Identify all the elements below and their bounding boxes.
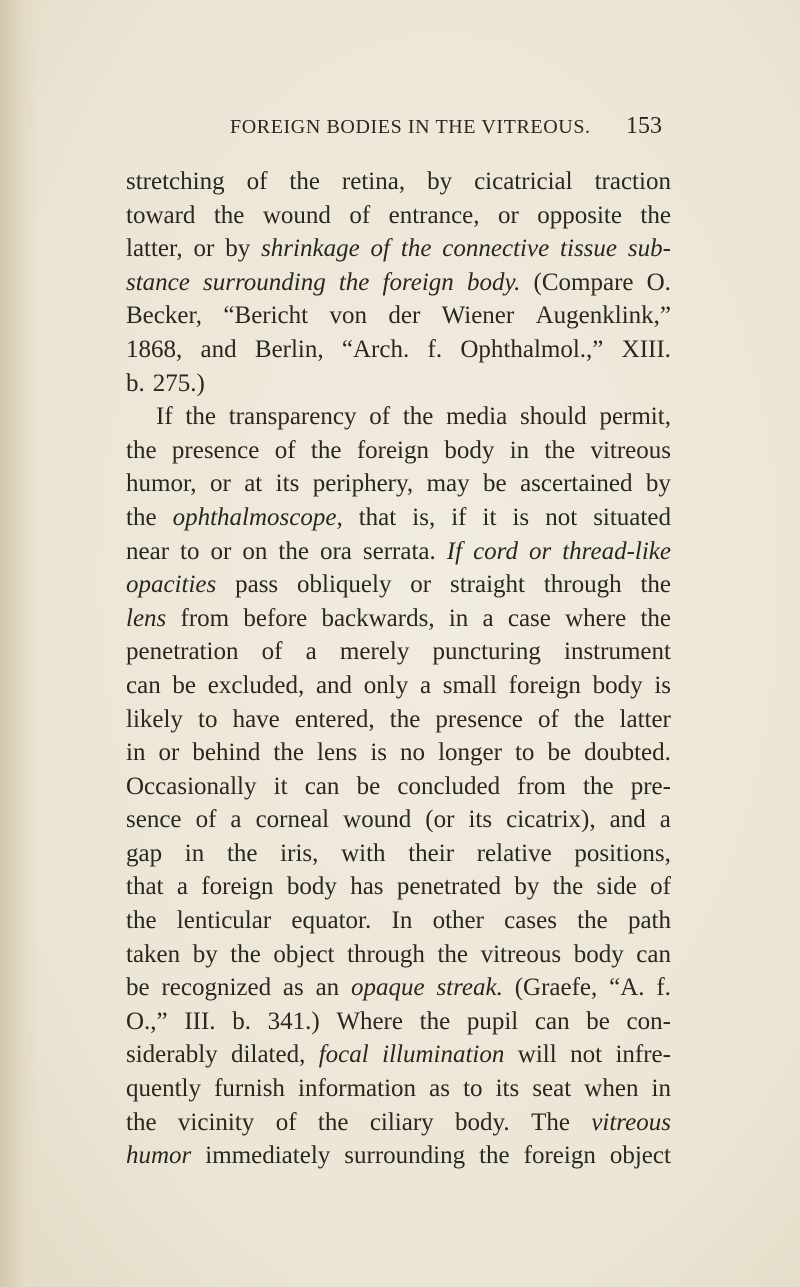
word: of	[261, 638, 283, 666]
word: entered,	[294, 705, 375, 733]
word: a	[419, 671, 432, 699]
word: O.	[646, 268, 671, 296]
page-number: 153	[626, 113, 662, 139]
word: as	[282, 974, 304, 1002]
word: an	[315, 974, 340, 1002]
word: the	[402, 403, 434, 431]
word: surrounding	[344, 1142, 466, 1170]
word: cicatricial	[474, 168, 573, 195]
word: 1868,	[126, 335, 183, 363]
word: presence	[435, 705, 523, 733]
word: not	[545, 503, 578, 531]
word: the	[544, 436, 576, 464]
word: presence	[171, 436, 260, 464]
word: the	[577, 907, 608, 935]
word: it	[482, 503, 497, 531]
word: latter	[619, 705, 671, 733]
word: doubted.	[584, 739, 671, 767]
word: “A.	[609, 974, 645, 1002]
word: entrance,	[388, 201, 480, 229]
word: “Arch.	[341, 335, 410, 363]
word: no	[400, 739, 426, 767]
word: of	[349, 201, 371, 229]
word: or	[410, 571, 432, 599]
word: that	[126, 873, 164, 901]
word: (Compare	[533, 268, 634, 296]
word: Berlin,	[254, 335, 324, 363]
word: permit,	[599, 403, 671, 431]
word: If	[156, 403, 173, 431]
word: the	[583, 772, 614, 800]
word: the	[640, 604, 671, 632]
word: be	[483, 470, 507, 498]
italic-word: stance	[126, 268, 190, 296]
word: by	[645, 470, 671, 498]
italic-word: tissue	[560, 235, 617, 263]
word: pre-	[630, 772, 671, 800]
word: a	[230, 806, 242, 834]
text-line	[126, 467, 671, 501]
word: vicinity	[177, 1108, 255, 1136]
word: be	[126, 974, 150, 1002]
word: taken	[126, 940, 181, 968]
italic-word: lens	[126, 604, 167, 632]
word: furnish	[214, 1075, 285, 1103]
word: lens	[317, 739, 358, 767]
word: Ophthalmol.,”	[460, 335, 604, 363]
word: wound	[262, 201, 331, 229]
italic-word: the	[400, 235, 432, 263]
word: dilated,	[231, 1041, 306, 1069]
word: or	[497, 201, 519, 229]
text-line	[126, 703, 671, 737]
word: the	[573, 705, 605, 733]
word: its	[468, 806, 493, 834]
italic-word: shrinkage	[261, 235, 360, 263]
text-line	[126, 400, 671, 434]
word: 341.)	[267, 1007, 320, 1035]
word: of	[537, 705, 559, 733]
word: 275.)	[152, 369, 205, 397]
word: relative	[476, 839, 552, 867]
word: XIII.	[621, 335, 671, 363]
word: can	[126, 671, 161, 699]
word: as	[429, 1075, 450, 1103]
word: to	[514, 739, 535, 767]
word: foreign	[523, 1142, 596, 1170]
word: penetration	[126, 638, 239, 666]
italic-word: opaque	[351, 974, 425, 1002]
word: of	[246, 168, 268, 195]
word: may	[426, 470, 470, 498]
word: the	[213, 201, 245, 229]
text-line	[126, 165, 671, 199]
word: of	[275, 1108, 297, 1136]
word: infre-	[615, 1041, 671, 1069]
word: (or	[425, 806, 455, 834]
word: in	[184, 839, 205, 867]
word: and	[200, 335, 237, 363]
word: b.	[232, 1007, 251, 1035]
word: media	[446, 403, 508, 431]
text-line	[126, 837, 671, 871]
word: object	[609, 1142, 671, 1170]
word: iris,	[280, 839, 319, 867]
word: the	[126, 436, 157, 464]
italic-word: or	[528, 537, 552, 565]
word: is,	[412, 503, 436, 531]
text-line	[126, 1139, 671, 1173]
word: the	[226, 839, 258, 867]
word: body.	[455, 1108, 510, 1136]
word: the	[278, 537, 309, 565]
word: by	[225, 235, 251, 263]
word: backwards,	[321, 604, 435, 632]
word: and	[609, 806, 646, 834]
word: cicatrix),	[506, 806, 596, 834]
word: opposite	[537, 201, 622, 229]
word: side	[596, 873, 637, 901]
word: in	[509, 436, 530, 464]
word: der	[388, 302, 421, 330]
word: by	[427, 168, 453, 195]
word: the	[126, 907, 157, 935]
word: recognized	[161, 974, 272, 1002]
word: lenticular	[176, 907, 272, 935]
word: be	[547, 739, 572, 767]
italic-word: cord	[473, 537, 518, 565]
word: cases	[504, 907, 557, 935]
word: through	[347, 940, 425, 968]
word: body	[573, 940, 624, 968]
word: small	[442, 671, 497, 699]
word: information	[298, 1075, 417, 1103]
italic-word: of	[370, 235, 390, 263]
text-line	[126, 870, 671, 904]
text-line	[126, 971, 671, 1005]
word: the	[317, 1108, 349, 1136]
word: other	[432, 907, 484, 935]
word: their	[408, 839, 455, 867]
italic-word: vitreous	[591, 1108, 671, 1136]
word: or	[210, 537, 232, 565]
text-line	[126, 367, 671, 401]
text-line	[126, 568, 671, 602]
word: or	[158, 739, 180, 767]
text-line	[126, 1072, 671, 1106]
word: von	[329, 302, 367, 330]
word: ora	[319, 537, 352, 565]
word: or	[209, 470, 231, 498]
word: the	[437, 940, 468, 968]
word: stretching	[126, 168, 225, 195]
running-title: FOREIGN BODIES IN THE VITREOUS.	[230, 116, 591, 138]
running-header	[230, 113, 662, 140]
word: (Graefe,	[514, 974, 598, 1002]
word: immediately	[205, 1142, 331, 1170]
italic-word: ophthalmoscope,	[172, 503, 343, 531]
word: of	[274, 436, 296, 464]
word: positions,	[574, 839, 671, 867]
word: toward	[126, 201, 196, 229]
word: of	[650, 873, 671, 901]
word: be	[586, 1007, 610, 1035]
word: the	[126, 1108, 157, 1136]
word: with	[341, 839, 386, 867]
word: “Bericht	[223, 302, 309, 330]
italic-word: surrounding	[203, 268, 326, 296]
word: a	[176, 873, 188, 901]
word: it	[273, 772, 288, 800]
word: the	[273, 739, 304, 767]
word: at	[244, 470, 263, 498]
word: body	[286, 873, 337, 901]
word: not	[570, 1041, 603, 1069]
text-line	[126, 602, 671, 636]
word: ascertained	[520, 470, 633, 498]
word: transparency	[228, 403, 357, 431]
body-text	[126, 165, 671, 1173]
word: Occasionally	[126, 772, 257, 800]
word: straight	[449, 571, 525, 599]
word: is	[512, 503, 530, 531]
word: has	[350, 873, 384, 901]
text-line	[126, 803, 671, 837]
word: is	[370, 739, 387, 767]
word: the	[640, 201, 671, 229]
word: in	[651, 1075, 671, 1103]
italic-word: illumination	[382, 1041, 505, 1069]
text-line	[126, 938, 671, 972]
word: Becker,	[126, 302, 203, 330]
word: that	[358, 503, 397, 531]
word: where	[565, 604, 627, 632]
word: can	[534, 1007, 570, 1035]
word: in	[126, 739, 146, 767]
word: if	[451, 503, 467, 531]
word: sence	[126, 806, 182, 834]
word: a	[659, 806, 671, 834]
word: through	[543, 571, 622, 599]
word: will	[517, 1041, 557, 1069]
word: puncturing	[432, 638, 541, 666]
word: can	[304, 772, 340, 800]
word: situated	[593, 503, 671, 531]
word: from	[180, 604, 230, 632]
text-line	[126, 333, 671, 367]
word: wound	[343, 806, 412, 834]
word: merely	[339, 638, 410, 666]
word: body	[444, 436, 495, 464]
italic-word: thread-like	[562, 537, 671, 565]
word: the	[479, 1142, 510, 1170]
word: ciliary	[369, 1108, 434, 1136]
word: the	[126, 503, 157, 531]
word: concluded	[397, 772, 501, 800]
italic-word: streak.	[436, 974, 503, 1002]
word: f.	[427, 335, 443, 363]
word: Augenklink,”	[535, 302, 671, 330]
italic-word: the	[338, 268, 370, 296]
word: III.	[184, 1007, 216, 1035]
word: behind	[192, 739, 261, 767]
word: a	[482, 604, 494, 632]
text-line	[126, 299, 671, 333]
word: instrument	[564, 638, 671, 666]
text-line	[126, 904, 671, 938]
word: f.	[656, 974, 671, 1002]
word: when	[584, 1075, 639, 1103]
word: case	[507, 604, 551, 632]
word: and	[315, 671, 353, 699]
word: penetrated	[396, 873, 501, 901]
word: of	[195, 806, 217, 834]
word: foreign	[508, 671, 581, 699]
word: obliquely	[297, 571, 392, 599]
text-line	[126, 232, 671, 266]
word: vitreous	[590, 436, 671, 464]
word: Where	[336, 1007, 403, 1035]
word: excluded,	[207, 671, 305, 699]
word: the	[389, 705, 421, 733]
word: likely	[126, 705, 183, 733]
word: con-	[626, 1007, 671, 1035]
word: by	[192, 940, 218, 968]
word: foreign	[356, 436, 430, 464]
word: the	[310, 436, 342, 464]
text-line	[126, 1106, 671, 1140]
word: be	[172, 671, 197, 699]
italic-word: opacities	[126, 571, 217, 599]
word: the	[230, 940, 261, 968]
word: In	[391, 907, 413, 935]
word: of	[369, 403, 391, 431]
word: the	[419, 1007, 451, 1035]
word: quently	[126, 1075, 201, 1103]
italic-word: body.	[466, 268, 521, 296]
word: be	[356, 772, 381, 800]
word: from	[517, 772, 566, 800]
word: object	[273, 940, 335, 968]
word: only	[363, 671, 409, 699]
word: on	[242, 537, 268, 565]
word: vitreous	[480, 940, 562, 968]
word: the	[640, 571, 671, 599]
word: is	[654, 671, 671, 699]
word: pass	[235, 571, 279, 599]
italic-word: humor	[126, 1142, 192, 1170]
text-line	[126, 266, 671, 300]
word: in	[448, 604, 469, 632]
word: periphery,	[312, 470, 414, 498]
text-line	[126, 1005, 671, 1039]
word: retina,	[341, 168, 406, 195]
italic-word: connective	[442, 235, 550, 263]
word: to	[180, 537, 200, 565]
word: b.	[126, 369, 145, 397]
text-line	[126, 770, 671, 804]
word: path	[627, 907, 671, 935]
text-line	[126, 501, 671, 535]
text-line	[126, 669, 671, 703]
text-line	[126, 736, 671, 770]
italic-word: focal	[318, 1041, 369, 1069]
text-line	[126, 635, 671, 669]
word: Wiener	[441, 302, 515, 330]
word: to	[463, 1075, 483, 1103]
word: its	[275, 470, 300, 498]
word: pupil	[466, 1007, 519, 1035]
word: siderably	[126, 1041, 218, 1069]
italic-word: foreign	[382, 268, 454, 296]
word: the	[552, 873, 584, 901]
word: the	[289, 168, 320, 195]
word: its	[495, 1075, 520, 1103]
word: before	[243, 604, 308, 632]
word: gap	[126, 839, 163, 867]
text-line	[126, 199, 671, 233]
text-line	[126, 1038, 671, 1072]
word: or	[193, 235, 215, 263]
word: should	[519, 403, 587, 431]
word: seat	[532, 1075, 572, 1103]
word: longer	[438, 739, 502, 767]
italic-word: If	[446, 537, 463, 565]
word: foreign	[201, 873, 274, 901]
word: corneal	[255, 806, 330, 834]
word: The	[531, 1108, 570, 1136]
word: O.,”	[126, 1007, 168, 1035]
word: body	[592, 671, 643, 699]
word: equator.	[291, 907, 372, 935]
word: near	[126, 537, 170, 565]
italic-word: sub-	[627, 235, 671, 263]
word: serrata.	[362, 537, 436, 565]
word: humor,	[126, 470, 197, 498]
word: have	[232, 705, 280, 733]
text-line	[126, 535, 671, 569]
word: traction	[594, 168, 671, 195]
word: by	[514, 873, 540, 901]
word: latter,	[126, 235, 183, 263]
word: the	[185, 403, 216, 431]
word: a	[305, 638, 317, 666]
text-line	[126, 434, 671, 468]
word: can	[636, 940, 671, 968]
word: to	[198, 705, 218, 733]
page-gutter-shadow	[0, 0, 40, 1287]
